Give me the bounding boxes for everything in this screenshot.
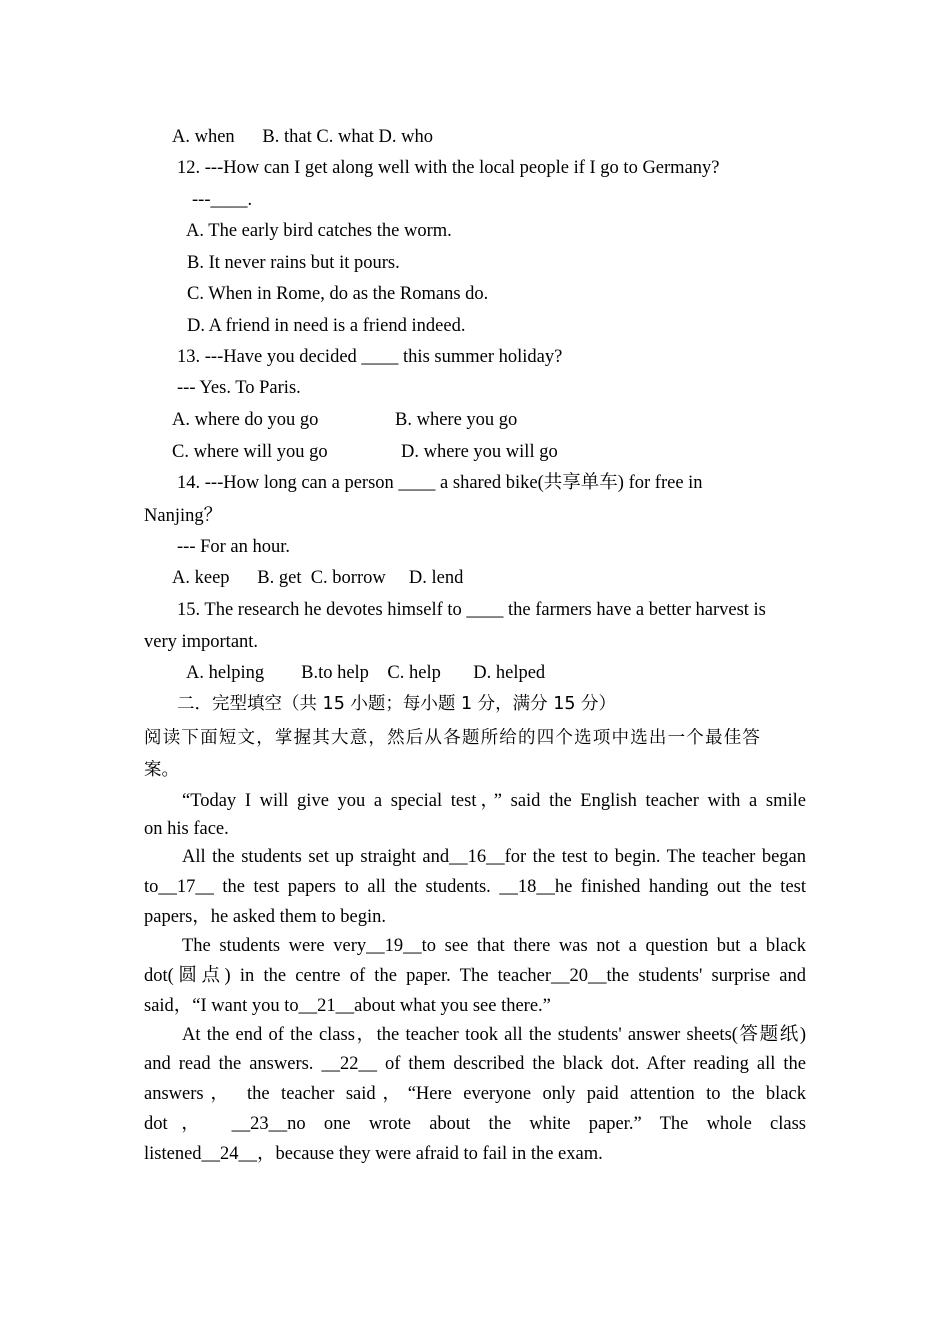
q12-option-a: A. The early bird catches the worm. bbox=[186, 221, 452, 241]
section2-instruction-line2: 案。 bbox=[144, 760, 179, 780]
q15-stem-line1: 15. The research he devotes himself to ____ the farmers have a better harvest is bbox=[177, 600, 766, 620]
q13-option-c: C. where will you go bbox=[172, 442, 328, 462]
section2-instruction-line1: 阅读下面短文，掌握其大意，然后从各题所给的四个选项中选出一个最佳答 bbox=[144, 728, 762, 748]
q15-stem-line2: very important. bbox=[144, 632, 259, 652]
passage-p4-line2: and read the answers. __22__ of them described the black dot. After reading all the bbox=[144, 1054, 806, 1074]
passage-p4-line1: At the end of the class，the teacher took all the students' answer sheets(答题纸) bbox=[182, 1025, 806, 1045]
q15-options: A. helping B.to help C. help D. helped bbox=[186, 663, 546, 683]
q12-answer-line: ---____. bbox=[192, 190, 253, 210]
q12-option-d: D. A friend in need is a friend indeed. bbox=[187, 316, 466, 336]
passage-p1-line2: on his face. bbox=[144, 819, 229, 839]
q14-stem-line1: 14. ---How long can a person ____ a shared bike(共享单车) for free in bbox=[177, 473, 703, 493]
q12-option-c: C. When in Rome, do as the Romans do. bbox=[187, 284, 489, 304]
passage-p2-line2: to__17__ the test papers to all the students. __18__he finished handing out the test bbox=[144, 877, 806, 897]
q14-stem-line2: Nanjing？ bbox=[144, 506, 223, 526]
passage-p4-line3: answers， the teacher said，“Here everyone only paid attention to the black bbox=[144, 1084, 806, 1104]
q14-options: A. keep B. get C. borrow D. lend bbox=[172, 568, 464, 588]
q13-option-a: A. where do you go bbox=[172, 410, 319, 430]
q12-option-b: B. It never rains but it pours. bbox=[187, 253, 400, 273]
passage-p2-line1: All the students set up straight and__16__for the test to begin. The teacher began bbox=[182, 847, 806, 867]
q14-reply: --- For an hour. bbox=[177, 537, 291, 557]
passage-p1-line1: “Today I will give you a special test，” said the English teacher with a smile bbox=[182, 791, 806, 811]
passage-p3-line3: said，“I want you to__21__about what you see there.” bbox=[144, 996, 551, 1016]
passage-p3-line1: The students were very__19__to see that there was not a question but a black bbox=[182, 936, 806, 956]
q13-reply: --- Yes. To Paris. bbox=[177, 378, 301, 398]
q13-option-d: D. where you will go bbox=[401, 442, 558, 462]
passage-p3-line2: dot(圆点) in the centre of the paper. The teacher__20__the students' surprise and bbox=[144, 966, 806, 986]
q13-stem: 13. ---Have you decided ____ this summer holiday? bbox=[177, 347, 563, 367]
q12-stem: 12. ---How can I get along well with the local people if I go to Germany? bbox=[177, 158, 720, 178]
passage-p4-line5: listened__24__，because they were afraid to fail in the exam. bbox=[144, 1144, 603, 1164]
passage-p2-line3: papers，he asked them to begin. bbox=[144, 907, 386, 927]
q13-option-b: B. where you go bbox=[395, 410, 518, 430]
q11-options: A. when B. that C. what D. who bbox=[172, 127, 434, 147]
section2-heading: 二．完型填空（共 15 小题；每小题 1 分，满分 15 分） bbox=[177, 694, 617, 714]
passage-p4-line4: dot， __23__no one wrote about the white paper.” The whole class bbox=[144, 1114, 806, 1134]
